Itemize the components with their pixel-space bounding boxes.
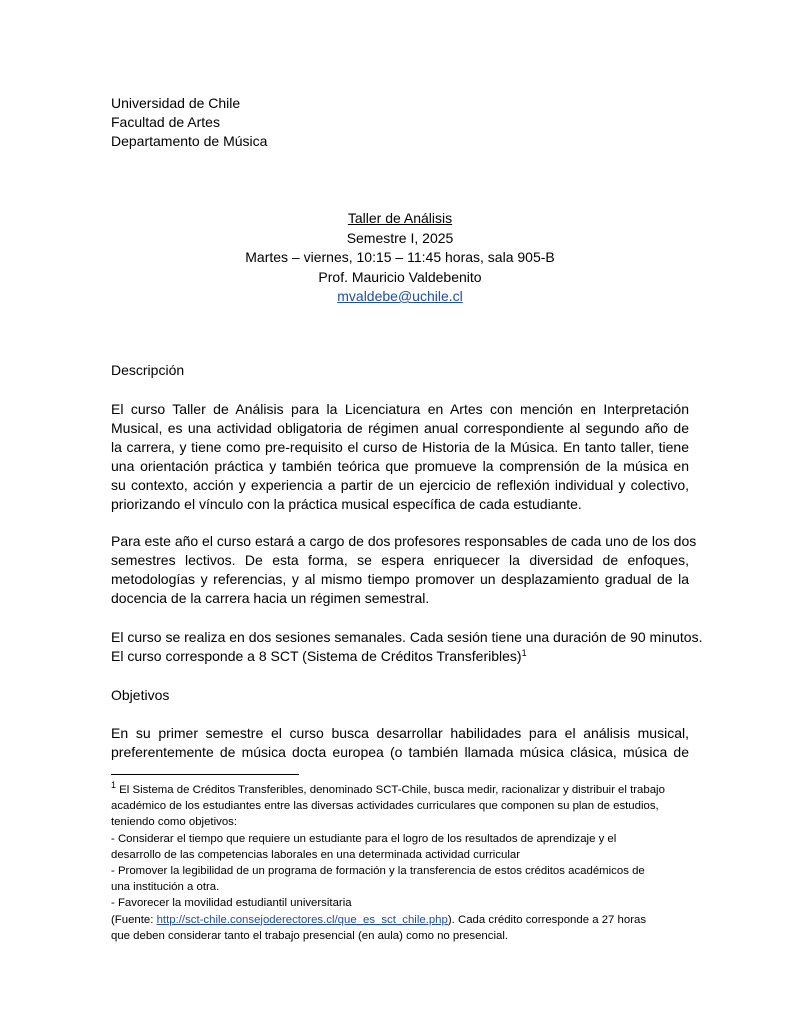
footnote: [111, 782, 691, 944]
footnote-line: académico de los estudiantes entre las diversas actividades curriculares que componen su plan de estudios,: [111, 800, 659, 813]
professor-email-link[interactable]: mvaldebe@uchile.cl: [337, 288, 463, 304]
sct-text: El curso corresponde a 8 SCT (Sistema de Créditos Transferibles): [111, 648, 522, 664]
text-line: El curso Taller de Análisis para la Licenciatura en Artes con mención en Interpretación: [111, 401, 689, 417]
department-name: Departamento de Música: [111, 133, 268, 149]
footnote-line: - Favorecer la movilidad estudiantil universitaria: [111, 897, 352, 910]
objectives-paragraph-1: [111, 724, 689, 762]
source-prefix: (Fuente:: [111, 913, 157, 926]
footnote-line: teniendo como objetivos:: [111, 816, 238, 829]
course-schedule: Martes – viernes, 10:15 – 11:45 horas, sala 905-B: [245, 249, 555, 265]
text-line: preferentemente de música docta europea (o también llamada música clásica, música de: [111, 744, 689, 760]
source-suffix: ). Cada crédito corresponde a 27 horas: [447, 913, 647, 926]
text-line: la carrera, y tiene como pre-requisito el curso de Historia de la Música. En tanto taller, tiene: [111, 439, 689, 455]
footnote-line: - Considerar el tiempo que requiere un estudiante para el logro de los resultados de aprendizaje y el: [111, 832, 617, 845]
text-line: En su primer semestre el curso busca desarrollar habilidades para el análisis musical,: [111, 725, 689, 741]
text-line: semestres lectivos. De esta forma, se espera enriquecer la diversidad de enfoques,: [111, 552, 689, 568]
footnote-line: [111, 912, 691, 928]
text-line: metodologías y referencias, y al mismo tiempo promover un desplazamiento gradual de la: [111, 571, 689, 587]
text-line: El curso se realiza en dos sesiones semanales. Cada sesión tiene una duración de 90 minutos.: [111, 629, 703, 645]
sct-source-link[interactable]: http://sct-chile.consejoderectores.cl/que_es_sct_chile.php: [156, 913, 448, 926]
footnote-line: una institución a otra.: [111, 881, 220, 894]
text-line: docencia de la carrera hacia un régimen semestral.: [111, 590, 430, 606]
objectives-heading: Objetivos: [111, 687, 170, 703]
footnote-mark: 1: [111, 780, 117, 790]
footnote-line: que deben considerar tanto el trabajo presencial (en aula) como no presencial.: [111, 929, 509, 942]
text-line: priorizando el vínculo con la práctica musical específica de cada estudiante.: [111, 496, 582, 512]
footnote-line: desarrollo de las competencias laborales en una determinada actividad curricular: [111, 848, 521, 861]
footnote-reference[interactable]: 1: [521, 648, 527, 658]
text-line: Musical, es una actividad obligatoria de régimen anual correspondiente al segundo año de: [111, 420, 689, 436]
description-paragraph-2: [111, 532, 697, 608]
footnote-line: - Promover la legibilidad de un programa de formación y la transferencia de estos créditos académicos de: [111, 865, 645, 878]
course-professor: Prof. Mauricio Valdebenito: [318, 268, 482, 285]
text-line: una orientación práctica y también teórica que promueve la comprensión de la música en: [111, 458, 689, 474]
footnote-separator: [111, 774, 299, 775]
description-heading: Descripción: [111, 362, 185, 378]
text-line: [111, 647, 689, 666]
faculty-name: Facultad de Artes: [111, 114, 220, 130]
university-name: Universidad de Chile: [111, 95, 241, 111]
description-paragraph-1: [111, 400, 689, 514]
footnote-text: El Sistema de Créditos Transferibles, denominado SCT-Chile, busca medir, racionalizar y distribuir el trabajo: [116, 784, 665, 796]
text-line: Para este año el curso estará a cargo de dos profesores responsables de cada uno de los dos: [111, 533, 697, 549]
footnote-line: [111, 782, 691, 798]
course-info: [111, 209, 689, 307]
text-line: su contexto, acción y experiencia a partir de un ejercicio de reflexión individual y colectivo,: [111, 477, 689, 493]
course-semester: Semestre I, 2025: [346, 229, 454, 246]
description-paragraph-3: [111, 628, 703, 666]
institution-header: [111, 94, 267, 151]
course-title: Taller de Análisis: [347, 210, 453, 226]
